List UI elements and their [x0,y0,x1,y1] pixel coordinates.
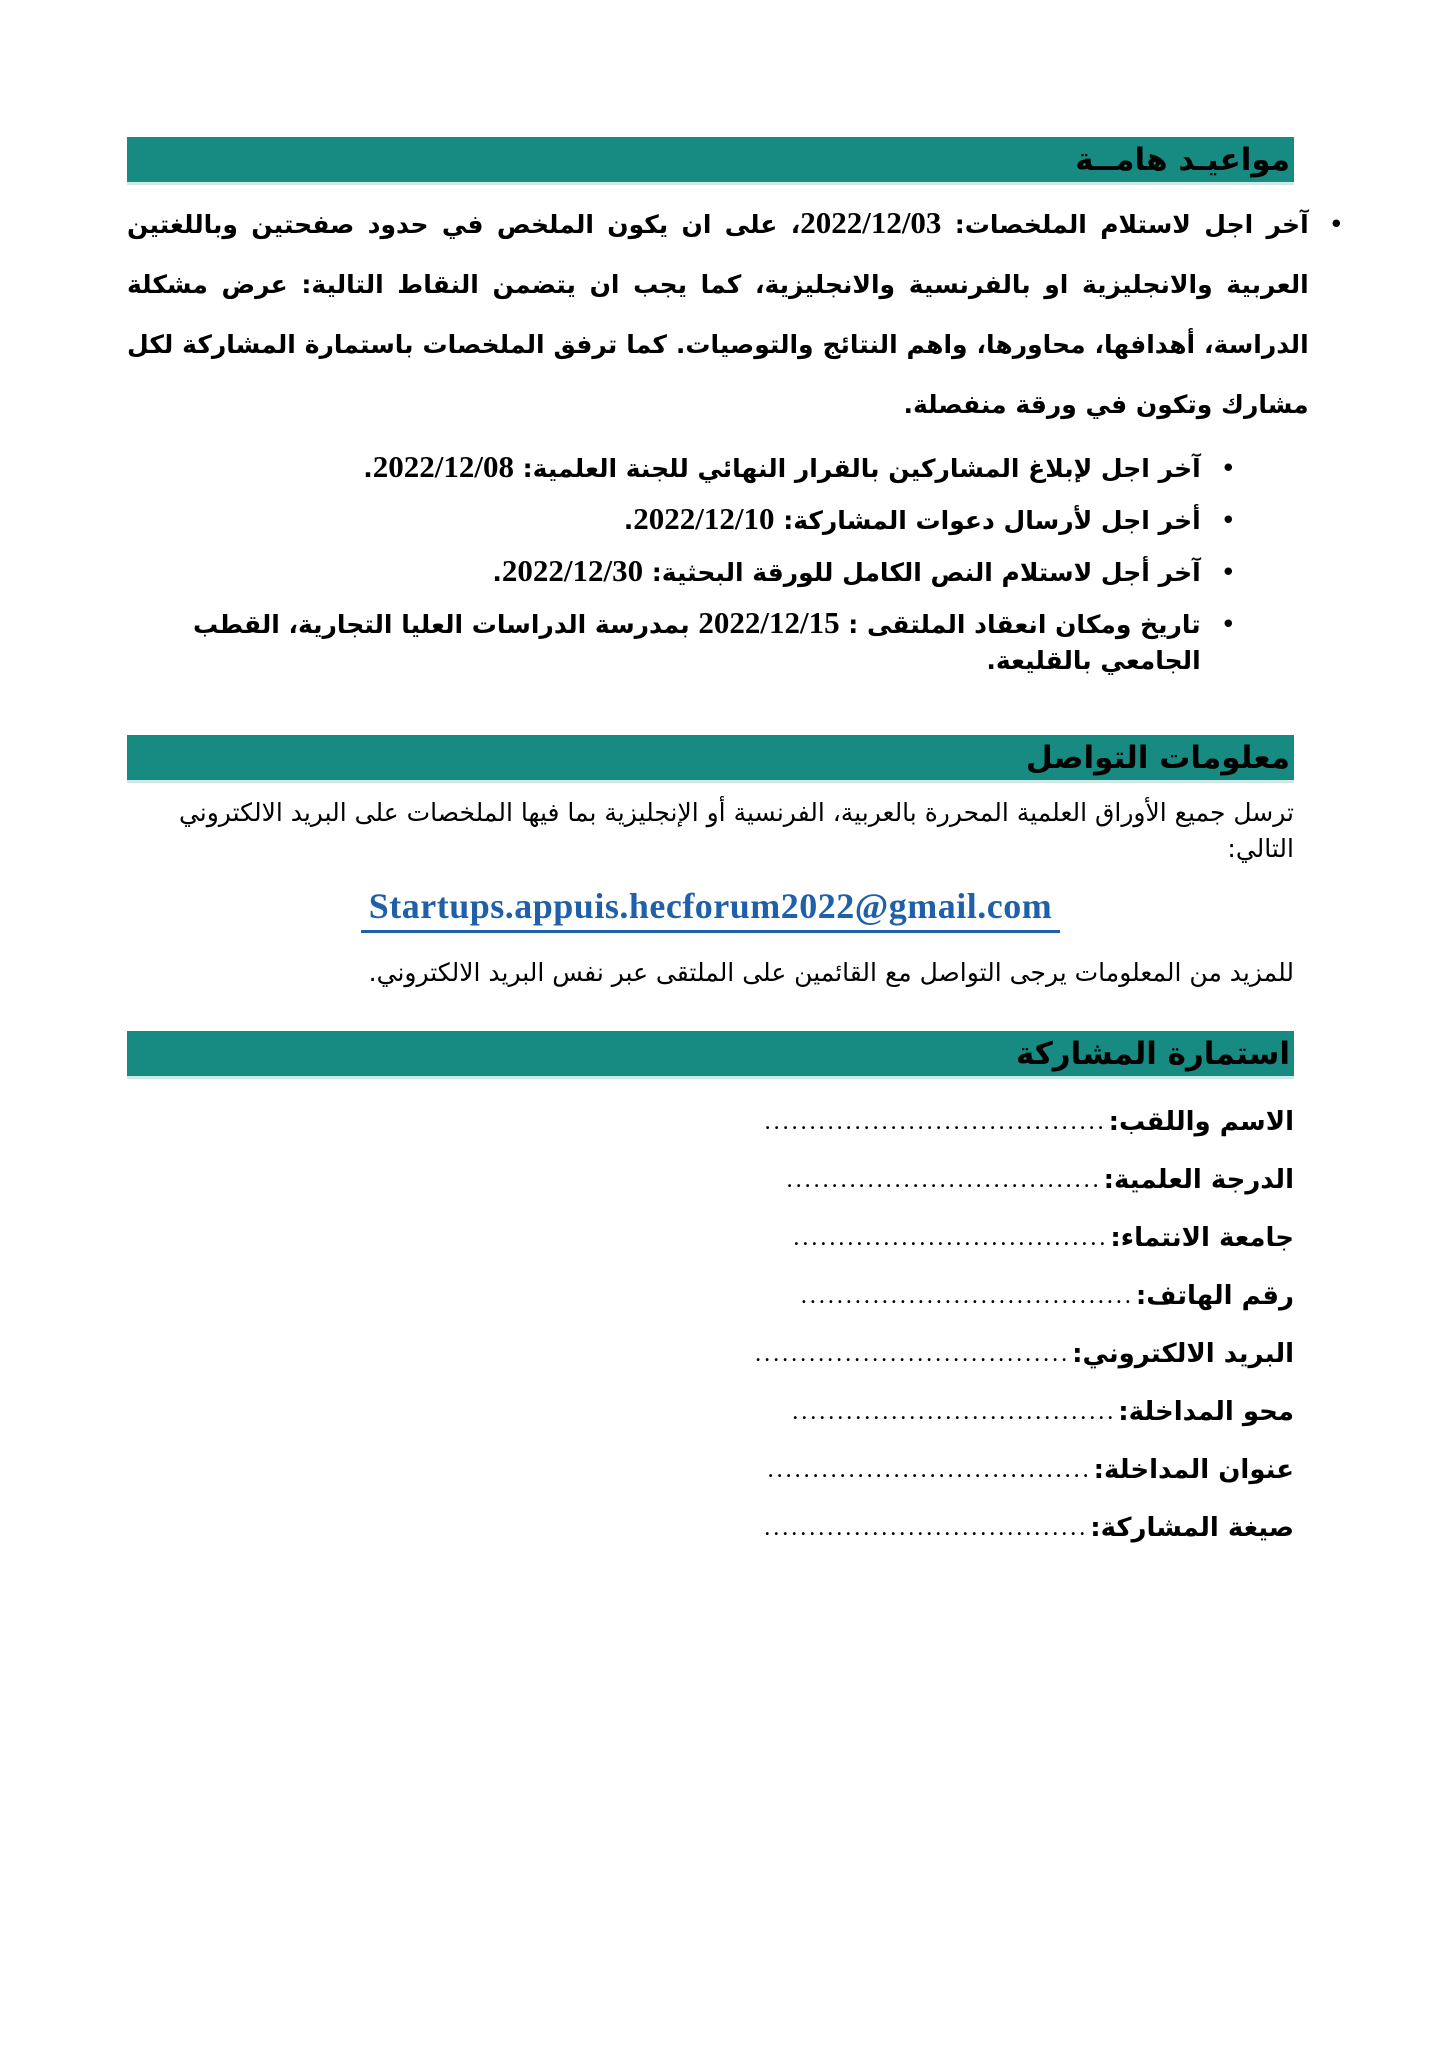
deadline-date: 2022/12/03 [800,205,942,240]
form-field-label: جامعة الانتماء: [1110,1223,1294,1253]
bullet-fullpaper-deadline [127,555,1236,591]
contact-title: معلومات التواصل [1025,739,1290,776]
bullet-event-text [127,607,1201,679]
form-field-blank-line: .................................... [792,1398,1117,1425]
bullet-text-post: . [623,506,634,535]
form-field-blank-line: ..................................... [800,1282,1134,1309]
bullet-icon: • [1220,506,1236,536]
bullet-text-post: ، على ان يكون الملخص في حدود صفحتين وباللغتين العربية والانجليزية او بالفرنسية والانجليزية، كما يجب ان يتضمن النقاط التالية: عرض مشكلة الدراسة، أهدافها، محاورها، واهم النتائج والتوصيات. كما ترفق الملخصات باستمارة المشاركة لكل مشارك وتكون في ورقة منفصلة. [127,210,1309,419]
notification-date: 2022/12/08 [372,449,514,484]
bullet-text-post: . [363,454,373,483]
bullet-text-pre: تاريخ ومكان انعقاد الملتقى : [839,610,1201,639]
form-field-label: محو المداخلة: [1118,1397,1294,1427]
bullet-icon: • [1220,454,1236,484]
bullet-text-pre: آخر اجل لاستلام الملخصات: [941,210,1309,239]
bullet-invitations-deadline [127,503,1236,539]
bullet-icon: • [1328,210,1344,240]
form-field-label: الاسم واللقب: [1108,1107,1294,1137]
important-dates-header-bar [127,137,1294,185]
form-field-blank-line: ................................... [793,1224,1109,1251]
form-field-email [127,1325,1294,1383]
form-field-name [127,1093,1294,1151]
email-row [127,885,1294,933]
bullet-fullpaper-text [127,555,1201,591]
form-field-label: عنوان المداخلة: [1093,1455,1294,1485]
contact-email-link[interactable]: Startups.appuis.hecforum2022@gmail.com [361,885,1061,933]
bullet-text-pre: آخر أجل لاستلام النص الكامل للورقة البحثية: [643,558,1201,587]
form-field-blank-line: ................................... [786,1166,1102,1193]
form-field-label: الدرجة العلمية: [1103,1165,1294,1195]
form-field-paper-title [127,1441,1294,1499]
important-dates-title: مواعيـد هامــة [1075,141,1290,178]
participation-form-header-bar [127,1031,1294,1079]
bullet-icon: • [1220,610,1236,640]
invitations-date: 2022/12/10 [633,501,775,536]
form-field-university [127,1209,1294,1267]
bullet-icon: • [1220,558,1236,588]
bullet-abstract-deadline [127,195,1344,435]
bullet-event-date-place [127,607,1236,679]
form-field-label: صيغة المشاركة: [1090,1513,1294,1543]
form-field-blank-line: .................................... [767,1456,1092,1483]
event-date: 2022/12/15 [698,605,840,640]
participation-form-fields [127,1093,1294,1557]
form-field-degree [127,1151,1294,1209]
participation-form-title: استمارة المشاركة [1015,1035,1290,1072]
bullet-invitations-text [127,503,1201,539]
form-field-label: رقم الهاتف: [1135,1281,1294,1311]
bullet-abstract-deadline-text [127,195,1309,435]
bullet-text-pre: آخر اجل لإبلاغ المشاركين بالقرار النهائي للجنة العلمية: [513,454,1201,483]
form-field-label: البريد الالكتروني: [1072,1339,1294,1369]
bullet-text-pre: أخر اجل لأرسال دعوات المشاركة: [774,506,1201,535]
contact-header-bar [127,735,1294,783]
form-field-blank-line: ...................................... [764,1108,1107,1135]
document-page [127,0,1344,1557]
contact-note-text: للمزيد من المعلومات يرجى التواصل مع القائمين على الملتقى عبر نفس البريد الالكتروني. [368,958,1294,987]
form-field-blank-line: ................................... [755,1340,1071,1367]
bullet-notification-text [127,451,1201,487]
bullet-text-post: . [492,558,502,587]
form-field-axis [127,1383,1294,1441]
bullet-text-post: بمدرسة الدراسات العليا التجارية، القطب الجامعي بالقليعة. [193,610,1201,675]
form-field-blank-line: .................................... [764,1514,1089,1541]
form-field-participation-format [127,1499,1294,1557]
fullpaper-date: 2022/12/30 [501,553,644,588]
bullet-notification-deadline [127,451,1236,487]
form-field-phone [127,1267,1294,1325]
contact-intro-text: ترسل جميع الأوراق العلمية المحررة بالعربية، الفرنسية أو الإنجليزية بما فيها الملخصات على البريد الالكتروني التالي: [178,798,1294,863]
